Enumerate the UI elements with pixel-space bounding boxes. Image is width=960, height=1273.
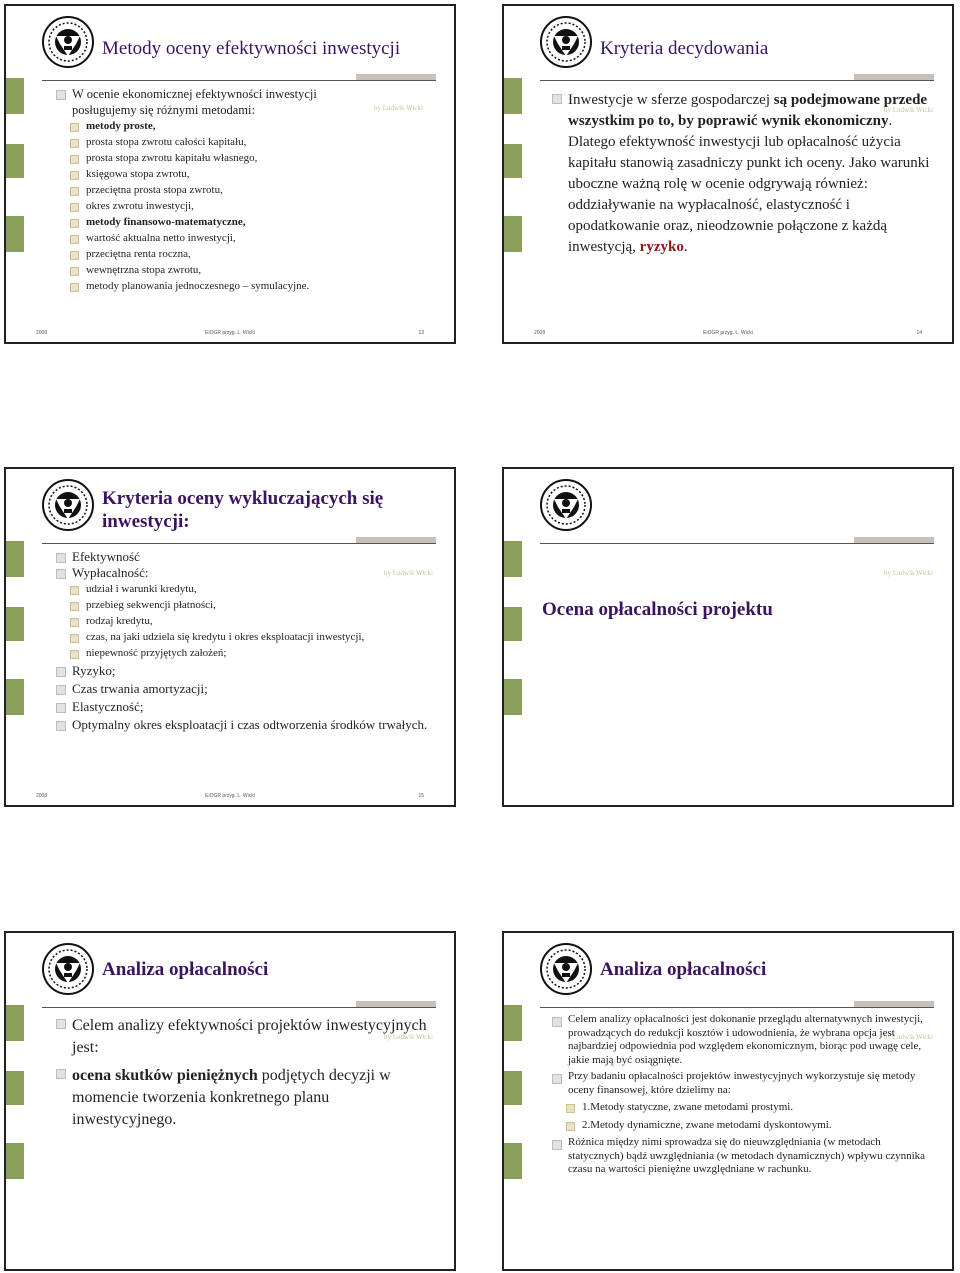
slide-17 <box>4 931 456 1271</box>
list-item: 2.Metody dynamiczne, zwane metodami dyskontowymi. <box>566 1117 932 1133</box>
watermark: by Ludwik Wicki <box>884 1033 933 1041</box>
slide-title: Kryteria oceny wykluczających się inwestycji: <box>102 488 384 532</box>
list-item: udział i warunki kredytu, <box>70 581 436 597</box>
list-item: metody proste, <box>70 118 436 134</box>
list-item: przeciętna prosta stopa zwrotu, <box>70 182 436 198</box>
slide-13: Metody oceny efektywności inwestycji by Ludwik Wicki W ocenie ekonomicznej efektywności inwestycji posługujemy się różnymi metodami: metody proste, prosta stopa zwrotu całości kapitału, prosta stopa zwrotu kapitału własnego, księgowa stopa zwrotu, przeciętna prosta stopa zwrotu, okres zwrotu inwestycji, metody finansowo-matematyczne, wartość aktualna netto inwestycji, przeciętna renta roczna, wewnętrzna stopa zwrotu, metody planowania jednoczesnego – symulacyjne. 2008 EiOGR przyg. L. Wicki 13 <box>4 4 456 344</box>
criterion: Optymalny okres eksploatacji i czas odtworzenia środków trwałych. <box>56 717 436 733</box>
slide-title: Analiza opłacalności <box>600 959 767 980</box>
slide-title: Analiza opłacalności <box>102 959 269 980</box>
paragraph: Przy badaniu opłacalności projektów inwestycyjnych wykorzystuje się metody oceny finansowej, które dzielimy na: <box>552 1070 932 1097</box>
watermark: by Ludwik Wicki <box>884 106 933 114</box>
university-seal-icon <box>42 943 94 995</box>
university-seal-icon <box>540 943 592 995</box>
slide-sidebar <box>6 469 24 805</box>
criterion: Czas trwania amortyzacji; <box>56 681 436 697</box>
list-item: 1.Metody statyczne, zwane metodami prostymi. <box>566 1099 932 1115</box>
watermark: by Ludwik Wicki <box>884 569 933 577</box>
paragraph: Celem analizy opłacalności jest dokonanie przeglądu alternatywnych inwestycji, prowadzących do redukcji kosztów i udowodnienia, że wybrana opcja jest najbardziej odpowiednia pod względem ekonomicznym, biorąc pod uwagę cele, jakie mają być osiągnięte. <box>552 1013 932 1067</box>
slide-14: Kryteria decydowania by Ludwik Wicki Inwestycje w sferze gospodarczej są podejmowane przede wszystkim po to, by poprawić wynik ekonomiczny. Dlatego efektywność inwestycji lub opłacalność użycia kapitału stanowią zasadniczy punkt ich oceny. Jako warunki uboczne ważną rolę w ocenie odgrywają również: oddziaływanie na wypłacalność, elastyczność i opodatkowanie oraz, nieodzownie połączone z każdą inwestycją, ryzyko. 2008 EiOGR przyg. L. Wicki 14 <box>502 4 954 344</box>
list-item: księgowa stopa zwrotu, <box>70 166 436 182</box>
slide-sidebar <box>504 933 522 1269</box>
paragraph: Inwestycje w sferze gospodarczej są podejmowane przede wszystkim po to, by poprawić wynik ekonomiczny. Dlatego efektywność inwestycji lub opłacalność użycia kapitału stanowią zasadniczy punkt ich oceny. Jako warunki uboczne ważną rolę w ocenie odgrywają również: oddziaływanie na wypłacalność, elastyczność i opodatkowanie oraz, nieodzownie połączone z każdą inwestycją, ryzyko. <box>552 90 930 258</box>
slide-18 <box>502 931 954 1271</box>
list-item: wewnętrzna stopa zwrotu, <box>70 262 436 278</box>
slide-sidebar <box>504 469 522 805</box>
paragraph: Celem analizy efektywności projektów inwestycyjnych jest: <box>56 1015 434 1059</box>
section-title: Ocena opłacalności projektu <box>542 599 773 620</box>
slide-15: Kryteria oceny wykluczających się inwestycji: by Ludwik Wicki Efektywność Wypłacalność: udział i warunki kredytu, przebieg sekwencji płatności, rodzaj kredytu, czas, na jaki udziela się kredytu i okres eksploatacji inwestycji, niepewność przyjętych założeń; Ryzyko; Czas trwania amortyzacji; Elastyczność; Optymalny okres eksploatacji i czas odtworzenia środków trwałych. 2008 EiOGR przyg. L. Wicki 15 <box>4 467 456 807</box>
list-item: metody finansowo-matematyczne, <box>70 214 436 230</box>
list-item: prosta stopa zwrotu kapitału własnego, <box>70 150 436 166</box>
watermark: by Ludwik Wicki <box>384 1033 433 1041</box>
criterion: Wypłacalność: <box>56 565 436 581</box>
list-item: metody planowania jednoczesnego – symulacyjne. <box>70 278 436 294</box>
slide-title: Metody oceny efektywności inwestycji <box>102 38 401 59</box>
list-item: prosta stopa zwrotu całości kapitału, <box>70 134 436 150</box>
paragraph: Różnica między nimi sprowadza się do nieuwzględniania (w metodach statycznych) bądź uwzględniania (w metodach dynamicznych) wpływu czynnika czasu na wartości pieniężne uwzględniane w rachunku. <box>552 1136 932 1177</box>
list-item: okres zwrotu inwestycji, <box>70 198 436 214</box>
university-seal-icon <box>42 479 94 531</box>
slide-sidebar <box>6 6 24 342</box>
criterion: Ryzyko; <box>56 663 436 679</box>
slide-16 <box>502 467 954 807</box>
list-item: rodzaj kredytu, <box>70 613 436 629</box>
university-seal-icon <box>42 16 94 68</box>
list-item: czas, na jaki udziela się kredytu i okres eksploatacji inwestycji, <box>70 629 396 645</box>
watermark: by Ludwik Wicki <box>384 569 433 577</box>
list-item: przeciętna renta roczna, <box>70 246 436 262</box>
criterion: Elastyczność; <box>56 699 436 715</box>
list-item: niepewność przyjętych założeń; <box>70 645 436 661</box>
university-seal-icon <box>540 16 592 68</box>
list-item: wartość aktualna netto inwestycji, <box>70 230 436 246</box>
slide-title: Kryteria decydowania <box>600 38 769 59</box>
criterion: Efektywność <box>56 549 436 565</box>
university-seal-icon <box>540 479 592 531</box>
list-item: przebieg sekwencji płatności, <box>70 597 436 613</box>
slide-sidebar <box>504 6 522 342</box>
paragraph: ocena skutków pieniężnych podjętych decyzji w momencie tworzenia konkretnego planu inwestycyjnego. <box>56 1065 434 1131</box>
intro-text: W ocenie ekonomicznej efektywności inwestycji posługujemy się różnymi metodami: <box>56 86 436 118</box>
slide-sidebar <box>6 933 24 1269</box>
watermark: by Ludwik Wicki <box>374 104 423 112</box>
